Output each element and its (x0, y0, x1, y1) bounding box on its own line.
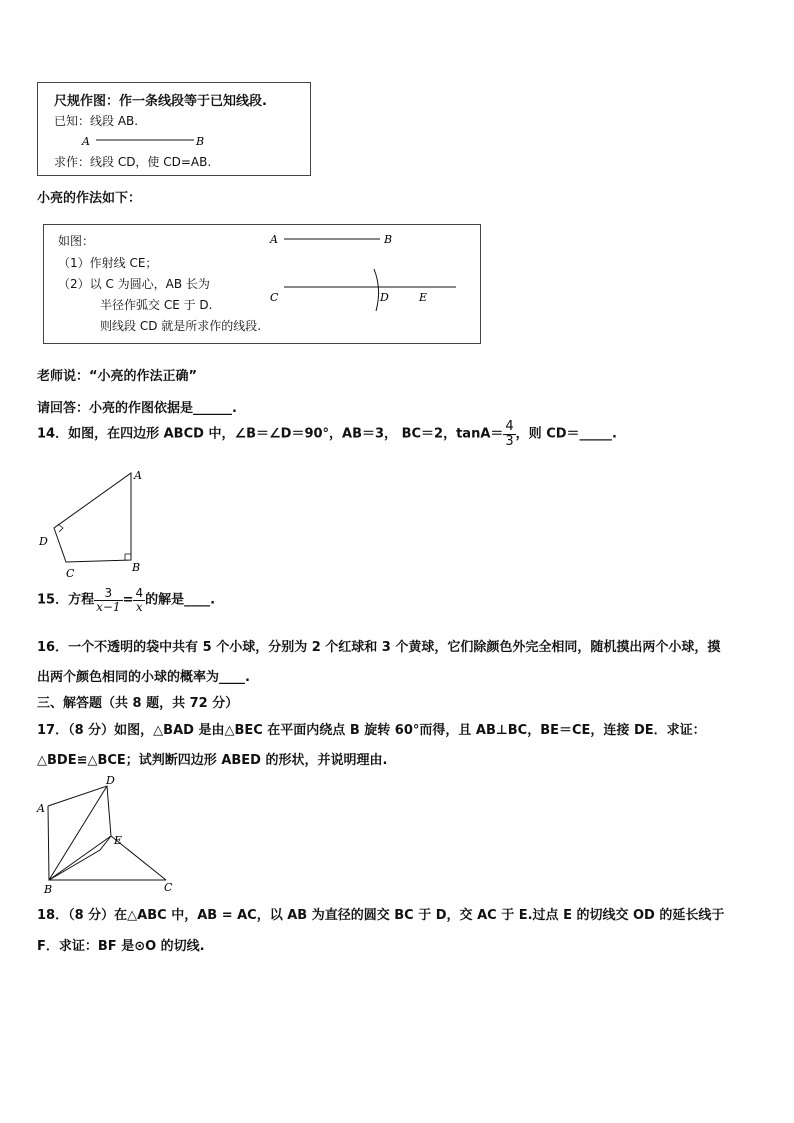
label-c: C (270, 291, 279, 304)
intro-text: 小亮的作法如下： (37, 191, 142, 206)
question-16-line-2: 出两个颜色相同的小球的概率为____. (37, 670, 250, 685)
section-3-heading: 三、解答题（共 8 题，共 72 分） (37, 696, 239, 711)
segment-be (49, 836, 111, 880)
quadrilateral-abcd-figure (36, 465, 151, 583)
arc (374, 269, 379, 311)
method-line-3: （2）以 C 为圆心，AB 长为 (58, 277, 210, 291)
q15-fraction-right: $\frac{4}{x}$ (135, 586, 144, 614)
ask-basis: 请回答：小亮的作图依据是______. (37, 401, 237, 416)
segment-ab-figure (78, 131, 218, 151)
question-18-line-1: 18．（8 分）在△ABC 中，AB = AC，以 AB 为直径的圆交 BC 于 D，交 AC 于 E.过点 E 的切线交 OD 的延长线于 (37, 908, 725, 923)
label-d: D (106, 774, 115, 787)
q14-fraction: $\frac{4}{3}$ (505, 419, 514, 449)
task-known: 已知：线段 AB. (54, 114, 139, 128)
method-line-2: （1）作射线 CE； (58, 256, 158, 270)
right-angle-b (125, 554, 131, 560)
label-a: A (82, 135, 90, 148)
label-b: B (132, 561, 141, 574)
task-title: 尺规作图：作一条线段等于已知线段. (54, 94, 267, 109)
label-a: A (270, 233, 278, 246)
question-17-line-1: 17．（8 分）如图，△BAD 是由△BEC 在平面内绕点 B 旋转 60°而得，且 AB⊥BC，BE＝CE，连接 DE．求证： (37, 723, 706, 738)
method-line-5: 则线段 CD 就是所求作的线段. (100, 319, 262, 333)
rotation-figure (34, 770, 184, 898)
label-d: D (380, 291, 389, 304)
teacher-remark: 老师说：“小亮的作法正确” (37, 369, 198, 384)
label-c: C (164, 881, 173, 894)
ray-construction-figure (264, 227, 464, 317)
label-c: C (66, 567, 75, 580)
label-d: D (39, 535, 48, 548)
q15-equals: = (122, 592, 134, 608)
construction-task-box (37, 82, 311, 176)
task-ask: 求作：线段 CD，使 CD=AB. (54, 155, 212, 169)
label-e: E (419, 291, 428, 304)
label-a: A (134, 469, 142, 482)
question-18-line-2: F．求证：BF 是⊙O 的切线. (37, 939, 205, 954)
q15-suffix: 的解是____. (145, 592, 216, 608)
q14-suffix: ，则 CD＝_____. (515, 426, 617, 442)
question-15 (37, 587, 215, 613)
q15-prefix: 15．方程 (37, 592, 95, 608)
method-line-4: 半径作弧交 CE 于 D. (100, 298, 213, 312)
question-16-line-1: 16．一个不透明的袋中共有 5 个小球，分别为 2 个红球和 3 个黄球，它们除颜色外完全相同，随机摸出两个小球，摸 (37, 640, 721, 655)
method-box (43, 224, 481, 344)
q14-prefix: 14．如图，在四边形 ABCD 中，∠B＝∠D＝90°，AB＝3， BC＝2，tanA＝ (37, 426, 504, 442)
question-14 (37, 420, 617, 448)
label-e: E (114, 834, 123, 847)
quadrilateral-abcd (54, 473, 131, 562)
label-b: B (196, 135, 205, 148)
segment-bd (49, 786, 107, 880)
method-line-1: 如图： (58, 234, 95, 248)
label-a: A (37, 802, 45, 815)
label-b: B (384, 233, 393, 246)
q15-fraction-left: $\frac{3}{x-1}$ (96, 586, 121, 614)
label-b: B (44, 883, 53, 896)
question-17-line-2: △BDE≌△BCE；试判断四边形 ABED 的形状，并说明理由. (37, 753, 388, 768)
